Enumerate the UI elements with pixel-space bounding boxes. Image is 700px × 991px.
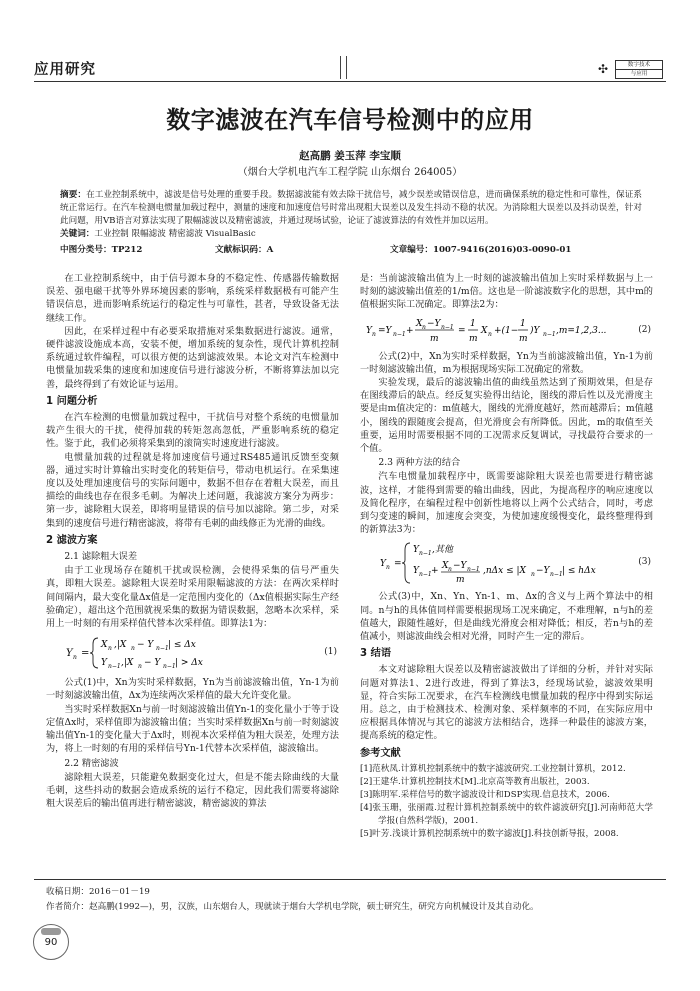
svg-text:1: 1 (520, 318, 526, 329)
svg-text:,|X: ,|X (121, 658, 134, 669)
svg-text:n: n (422, 323, 426, 331)
section-heading: 1 问题分析 (46, 395, 98, 407)
reference-item: [2]王建华.计算机控制技术[M].北京高等教育出版社，2003. (360, 776, 590, 787)
svg-text:Y: Y (366, 325, 372, 336)
paper-affiliation: （烟台大学机电汽车工程学院 山东烟台 264005） (237, 167, 463, 178)
paragraph: 本文对滤除粗大误差以及精密滤波做出了详细的分析，并针对实际问题对算法1、2进行改进，得到了算法3，经现场试验，滤波效果明显，符合实际工况要求，在汽车检测线电惯量加载的程序中得到实际运用。总之，由于检测技术、检测对象、采样频率的不同，在实际应用中应根据具体情况与其它的滤波方法相结合，选择一种最佳的滤波方案，提高系统的稳定性。 (360, 664, 653, 742)
svg-text:,|X: ,|X (114, 640, 127, 651)
footer-rule (34, 879, 666, 880)
references-list (360, 763, 653, 841)
svg-text:n: n (73, 654, 77, 662)
svg-text:Y: Y (413, 566, 419, 577)
svg-text:n−1: n−1 (163, 663, 176, 671)
svg-text:n−1: n−1 (550, 571, 563, 579)
left-column (46, 272, 339, 810)
logo-line: 数字技术 (627, 62, 651, 68)
equation-2 (360, 316, 653, 346)
svg-text:m: m (430, 333, 439, 344)
paragraph: 由于工业现场存在随机干扰或误检测，会使得采集的信号严重失真，即粗大误差。滤除粗大误差时采用限幅滤波的方法：在两次采样时间间隔内，最大变化量Δx值是一定范围内变化的（Δx值根据实际生产经验确定），超出这个范围就视采集的数据为错误数据，忽略本次采样，采用上一时刻的有用采样值代替本次采样值。即算法1为： (46, 565, 339, 630)
svg-text:− Y: − Y (137, 640, 154, 651)
paper-title: 数字滤波在汽车信号检测中的应用 (166, 106, 534, 134)
logo-line: 与应用 (616, 69, 662, 78)
received-date: 收稿日期：2016－01－19 (46, 887, 150, 897)
abstract-block (60, 189, 642, 241)
svg-text:−Y: −Y (453, 561, 467, 572)
svg-text:n: n (448, 566, 452, 574)
paragraph: 实验发现，最后的滤波输出值的曲线虽然达到了预期效果，但是存在图线滞后的缺点。经反复实验得出结论，图线的滞后性以及光滑度主要是由m值决定的：m值越大，图线的光滑度越好，然而越滞后；m值越小，图线的跟随度会提高，但光滑度会有所降低。因此，m的取值至关重要，运用时需要根据不同的工况需求反复调试，寻找最符合要求的一个值。 (360, 377, 653, 455)
section-heading: 2 滤波方案 (46, 534, 98, 546)
svg-text:n: n (131, 645, 135, 653)
subsection-heading: 2.2 精密滤波 (64, 757, 119, 769)
equation-3-graphic (380, 540, 640, 586)
reference-item: [3]陈明军.采样信号的数字滤波设计和DSP实现.信息技术，2006. (360, 789, 610, 800)
svg-text:,nΔx ≤ |X: ,nΔx ≤ |X (483, 566, 526, 577)
keywords-text: 工业控制 限幅滤波 精密滤波 VisualBasic (94, 229, 256, 239)
references-heading: 参考文献 (360, 747, 401, 759)
svg-text:1: 1 (470, 318, 476, 329)
svg-text:n: n (372, 330, 376, 338)
paragraph: 滤除粗大误差，只能避免数据变化过大，但是不能去除曲线的大量毛刺，这些抖动的数据会造成系统的运行不稳定，因此我们需要将滤除粗大误差后的输出值再进行精密滤波，精密滤波的算法 (46, 771, 339, 810)
svg-text:,m=1,2,3...: ,m=1,2,3... (556, 325, 607, 336)
equation-number: (1) (324, 647, 337, 658)
svg-text:=: = (458, 325, 466, 336)
paragraph: 汽车电惯量加载程序中，既需要滤除粗大误差也需要进行精密滤波，这样，才能得到需要的输出曲线，因此，为提高程序的响应速度以及简化程序，在编程过程中创新性地将以上两个公式结合，同时，考虑到匀变速的瞬间，加速度会突变，为使加速度缓慢变化，最终整理得到的新算法3为： (360, 471, 653, 536)
reference-item: [5]叶芳.浅谈计算机控制系统中的数字滤波[J].科技创新导报，2008. (360, 828, 619, 839)
svg-text:n−1: n−1 (543, 330, 556, 338)
badge-decoration (41, 928, 61, 935)
svg-text:n: n (531, 571, 535, 579)
paragraph: 是：当前滤波输出值为上一时刻的滤波输出值加上实时采样数据与上一时刻的滤波输出值差的1/m倍。这也是一阶滤波数字化的思想，其中m的值根据实际工况确定。即算法2为： (360, 273, 653, 311)
svg-text:,其他: ,其他 (432, 545, 453, 556)
svg-text:−Y: −Y (427, 318, 441, 329)
abstract-text: 在工业控制系统中，滤波是信号处理的重要手段。数据滤波能有效去除干扰信号，减少误差或错误信息，进而确保系统的稳定性和可靠性，保证系统正常运行。在汽车检测电惯量加载过程中，测量的速度和加速度信号时常出现粗大误差以及发生抖动不稳的状况。为消除粗大误差以及抖动误差，针对此问题，用VB语言对算法实现了限幅滤波以及精密滤波，并通过现场试验，论证了滤波算法的有效性并加以运用。 (60, 190, 642, 226)
paragraph: 电惯量加载的过程就是将加速度信号通过RS485通讯反馈至变频器，通过实时计算输出实时变化的转矩信号，带动电机运行。在采集速度以及处理加速度信号的实际问题中，数据不但存在着粗大误差，而且描绘的曲线也存在很多毛刺。为解决上述问题，我滤波方案分为两步：第一步，滤除粗大误差，即将明显错误的信号加以滤除。第二步，对采集到的速度信号进行精密滤波，将带有毛刺的曲线修正为光滑的曲线。 (46, 451, 339, 529)
paragraph: 在汽车检测的电惯量加载过程中，干扰信号对整个系统的电惯量加载产生很大的干扰，使得加载的转矩忽高忽低，严重影响系统的稳定性。鉴于此，我们必须将采集到的滚筒实时速度进行滤波。 (46, 412, 339, 450)
svg-text:=: = (394, 559, 402, 570)
svg-text:+(1−: +(1− (494, 325, 519, 336)
abstract-label: 摘要： (60, 190, 87, 200)
svg-text:X: X (101, 640, 108, 651)
paragraph: 在工业控制系统中，由于信号源本身的不稳定性、传感器传输数据误差、强电磁干扰等外界环境因素的影响，系统采样数据极有可能产生错误信息，进而影响系统运行的稳定性与可靠性，甚者，导致设备无法继续工作。 (46, 273, 339, 324)
svg-text:n−1: n−1 (156, 645, 169, 653)
svg-text:=: = (81, 648, 90, 660)
svg-text:Y: Y (101, 658, 107, 669)
page-number-badge (33, 924, 69, 960)
svg-text:)Y: )Y (530, 325, 540, 336)
svg-text:n−1: n−1 (441, 323, 454, 331)
svg-text:Y: Y (380, 559, 386, 570)
svg-text:n: n (108, 645, 112, 653)
equation-number: (2) (638, 324, 651, 335)
svg-text:n−1: n−1 (419, 550, 432, 558)
equation-1 (46, 634, 339, 672)
svg-text:X: X (481, 325, 488, 336)
svg-text:| ≤ hΔx: | ≤ hΔx (562, 566, 596, 577)
journal-mark-icon: ✣ (598, 62, 609, 76)
svg-text:m: m (456, 575, 465, 586)
svg-text:X: X (416, 318, 423, 329)
svg-text:n: n (488, 330, 492, 338)
article-number: 文章编号：1007-9416(2016)03-0090-01 (390, 245, 572, 255)
svg-text:n−1: n−1 (467, 566, 480, 574)
equation-1-graphic (66, 634, 306, 672)
document-code: 文献标识码：A (215, 245, 274, 255)
header-rule (34, 81, 666, 82)
clc-number: 中图分类号：TP212 (60, 245, 143, 255)
keywords-label: 关键词： (60, 229, 95, 239)
svg-text:Y: Y (413, 545, 419, 556)
svg-text:n: n (138, 663, 142, 671)
svg-text:Y: Y (66, 648, 73, 660)
equation-number: (3) (638, 557, 651, 568)
svg-text:n−1: n−1 (108, 663, 121, 671)
svg-text:=Y: =Y (378, 325, 392, 336)
reference-item: [4]张玉珊，张丽霞.过程计算机控制系统中的软件滤波研究[J].河南师范大学学报(自然科学版)，2001. (360, 802, 653, 826)
paragraph: 因此，在采样过程中有必要采取措施对采集数据进行滤波。通常，硬件滤波设施成本高，安装不便，增加系统的复杂性，现代计算机控制系统通过软件编程，可以很方便的达到滤波效果。本论文对汽车检测中电惯量加载采集的速度和加速度信号进行滤波分析，不断将算法加以完善，最终得到了有效论证与运用。 (46, 325, 339, 390)
paragraph: 公式(2)中，Xn为实时采样数据，Yn为当前滤波输出值，Yn-1为前一时刻滤波输出值，m为根据现场实际工况确定的常数。 (360, 350, 653, 375)
paragraph: 当实时采样数据Xn与前一时刻滤波输出值Yn-1的变化量小于等于设定值Δx时，采样值即为滤波输出值；当实时采样数据Xn与前一时刻滤波输出值Yn-1的变化量大于Δx时，则视本次采样值为粗大误差，处理方法为，将上一时刻的有用的采样信号Yn-1代替本次采样值，滤波输出。 (46, 703, 339, 755)
journal-logo (595, 52, 665, 82)
header-divider-bar (340, 56, 341, 79)
svg-text:− Y: − Y (144, 658, 161, 669)
right-column (360, 272, 653, 841)
svg-text:m: m (469, 333, 478, 344)
svg-text:n: n (386, 564, 390, 572)
section-heading: 3 结语 (360, 648, 392, 660)
svg-text:−Y: −Y (536, 566, 550, 577)
svg-text:| > Δx: | > Δx (175, 658, 203, 669)
section-title: 应用研究 (34, 62, 96, 78)
paragraph: 公式(1)中，Xn为实时采样数据，Yn为当前滤波输出值，Yn-1为前一时刻滤波输出值，Δx为连续两次采样值的最大允许变化量。 (46, 677, 339, 702)
svg-text:+: + (406, 325, 414, 336)
svg-text:n−1: n−1 (393, 330, 406, 338)
subsection-heading: 2.1 滤除粗大误差 (64, 551, 138, 563)
reference-item: [1]范秋凤.计算机控制系统中的数字滤波研究.工业控制计算机，2012. (360, 763, 626, 774)
svg-text:X: X (442, 561, 449, 572)
paragraph: 公式(3)中，Xn、Yn、Yn-1、m、Δx的含义与上两个算法中的相同。n与h的具体值同样需要根据现场工况来确定，不难理解，n与h的差值越大，跟随性越好，但是曲线光滑度会相对降低；相反，若n与h的差值减小，则滤波曲线会相对光滑，同时产生一定的滞后。 (360, 591, 653, 643)
equation-2-graphic (366, 316, 626, 346)
svg-text:+: + (431, 566, 439, 577)
svg-text:n−1: n−1 (419, 571, 432, 579)
subsection-heading: 2.3 两种方法的结合 (378, 457, 461, 469)
equation-3 (360, 540, 653, 586)
paper-authors: 赵高鹏 姜玉萍 李宝顺 (299, 150, 401, 162)
svg-text:| ≤ Δx: | ≤ Δx (168, 640, 196, 651)
page-number: 90 (44, 937, 58, 948)
header-divider-bar (346, 56, 347, 79)
author-bio: 作者简介：赵高鹏(1992—)，男，汉族，山东烟台人，现就读于烟台大学机电学院，硕士研究生，研究方向机械设计及其自动化。 (46, 902, 539, 912)
svg-text:m: m (519, 333, 528, 344)
